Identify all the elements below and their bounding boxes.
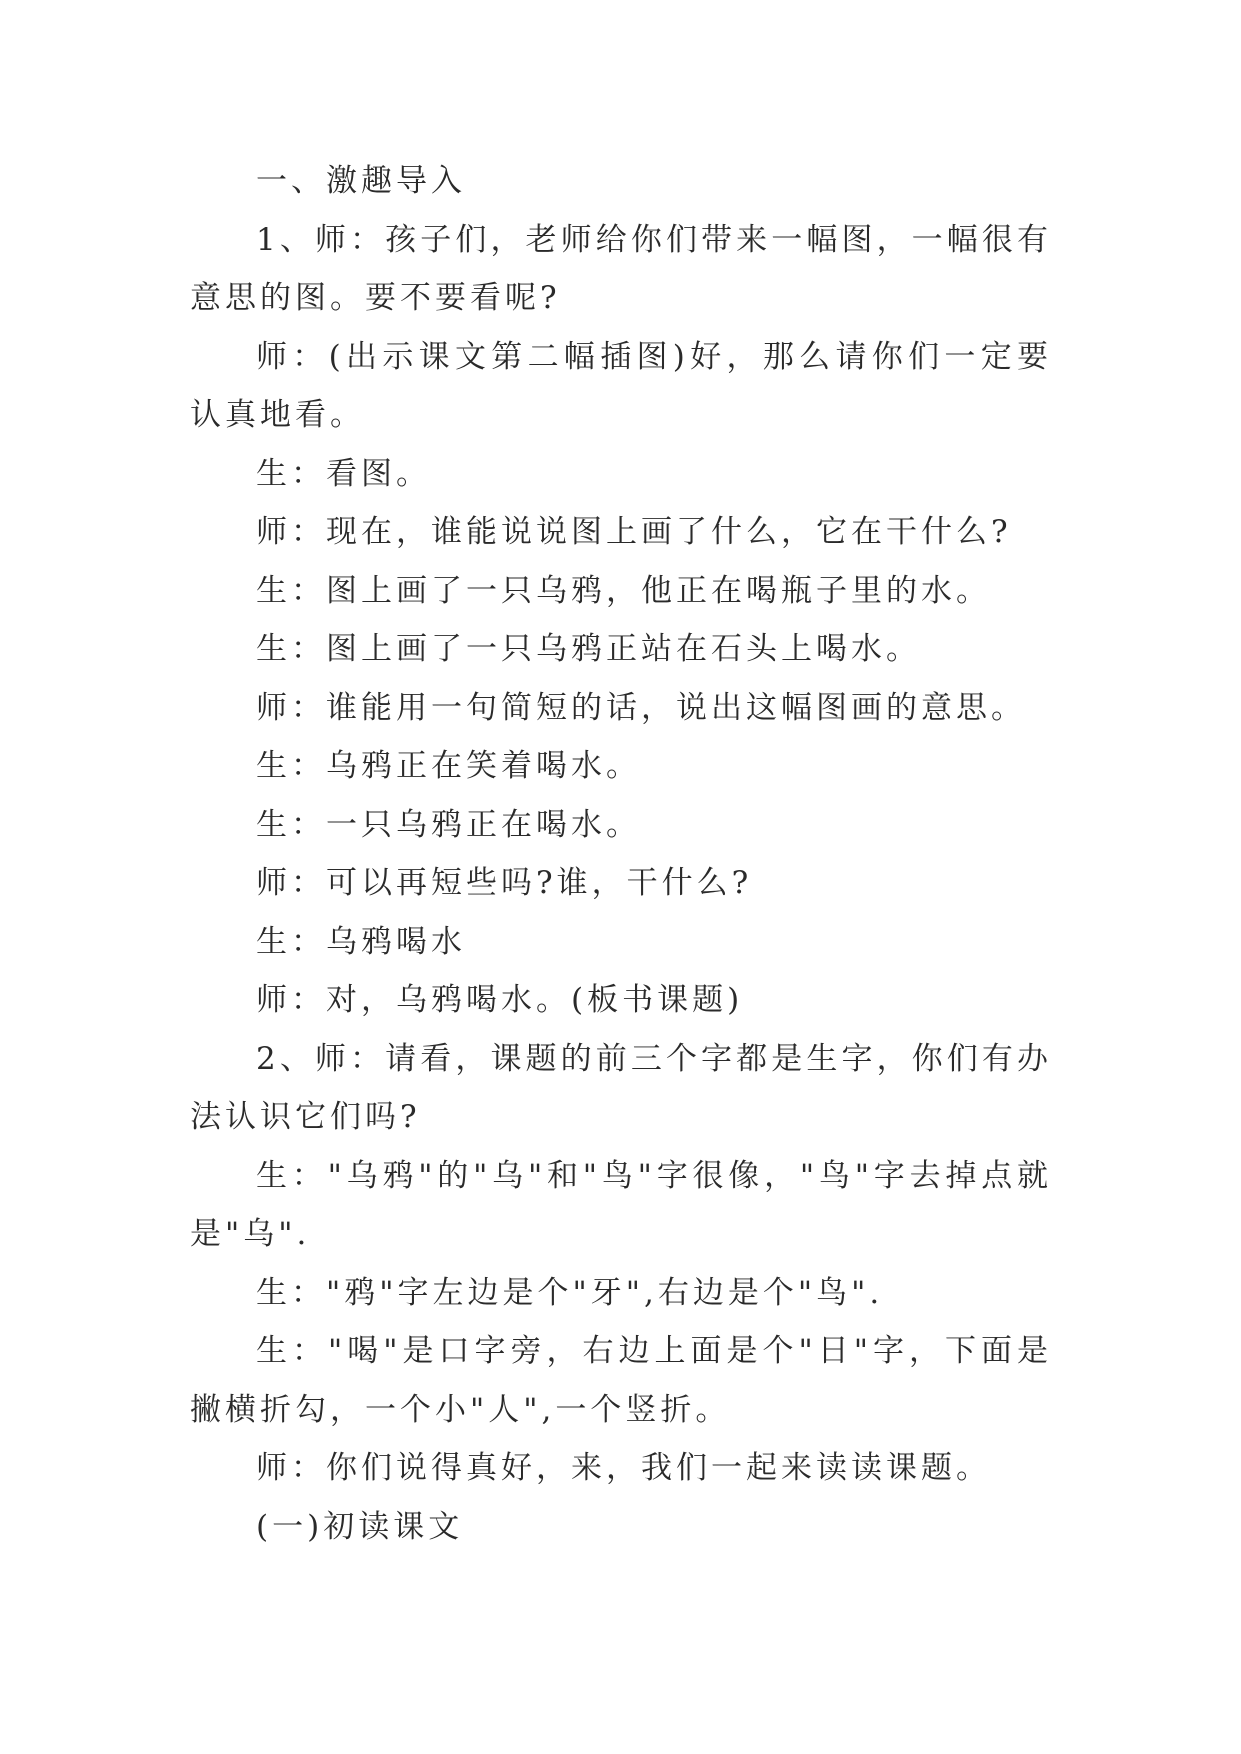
paragraph: 师：可以再短些吗?谁，干什么? bbox=[256, 865, 753, 901]
paragraph: 师：谁能用一句简短的话，说出这幅图画的意思。 bbox=[256, 689, 1026, 726]
paragraph: 生：一只乌鸦正在喝水。 bbox=[256, 806, 641, 843]
paragraph: 师：(出示课文第二幅插图)好，那么请你们一定要认真地看。 bbox=[190, 338, 1052, 433]
paragraph: 2、师：请看，课题的前三个字都是生字，你们有办法认识它们吗? bbox=[190, 1040, 1052, 1135]
paragraph: 生："喝"是口字旁，右边上面是个"日"字，下面是撇横折勾，一个小"人",一个竖折。 bbox=[190, 1333, 1052, 1428]
paragraph: 生："乌鸦"的"乌"和"鸟"字很像，"鸟"字去掉点就是"乌". bbox=[190, 1157, 1052, 1252]
paragraph: 师：你们说得真好，来，我们一起来读读课题。 bbox=[256, 1450, 991, 1486]
paragraph: 生：乌鸦正在笑着喝水。 bbox=[256, 748, 641, 784]
document-body bbox=[190, 152, 1052, 1556]
section-heading: 一、激趣导入 bbox=[256, 163, 466, 199]
paragraph: 生：图上画了一只乌鸦正站在石头上喝水。 bbox=[256, 631, 921, 667]
paragraph: 师：对，乌鸦喝水。(板书课题) bbox=[256, 982, 744, 1018]
paragraph: 1、师：孩子们，老师给你们带来一幅图，一幅很有意思的图。要不要看呢? bbox=[190, 221, 1052, 316]
paragraph: 生：图上画了一只乌鸦，他正在喝瓶子里的水。 bbox=[256, 572, 991, 609]
paragraph: 师：现在，谁能说说图上画了什么，它在干什么? bbox=[256, 514, 1012, 550]
subsection-heading: (一)初读课文 bbox=[256, 1508, 464, 1545]
paragraph: 生：乌鸦喝水 bbox=[256, 923, 466, 960]
paragraph: 生：看图。 bbox=[256, 455, 431, 492]
paragraph: 生："鸦"字左边是个"牙",右边是个"鸟". bbox=[256, 1274, 884, 1311]
